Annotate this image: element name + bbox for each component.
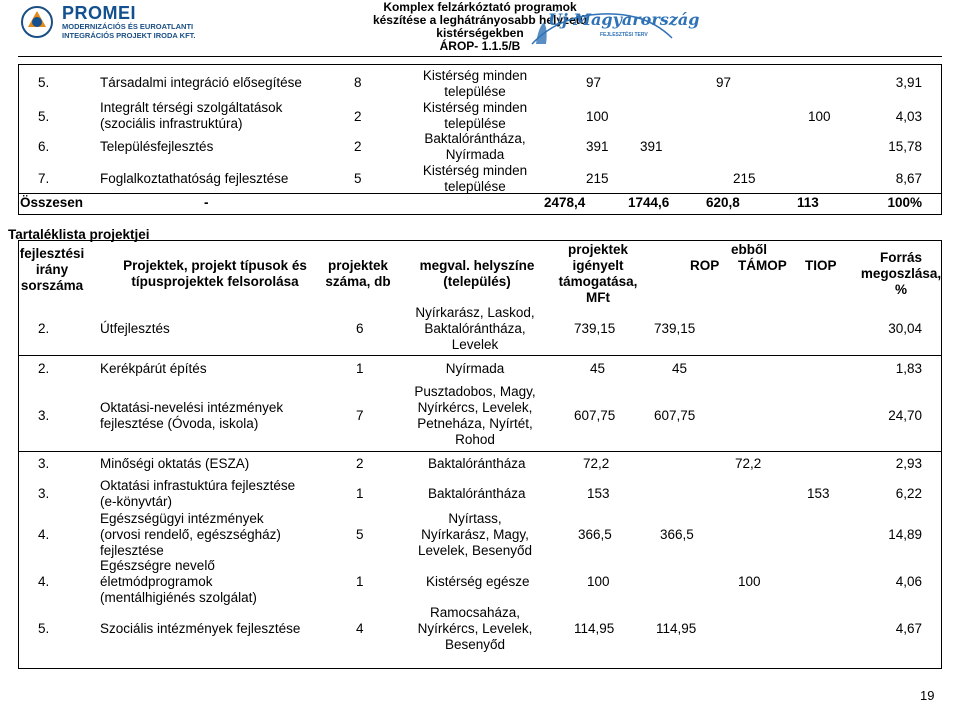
row-number: 5.	[38, 75, 50, 90]
row-number: 3.	[38, 408, 50, 423]
rop-value: 45	[672, 361, 688, 376]
column-header-rop: ROP	[690, 258, 720, 273]
project-location: települése	[444, 116, 506, 131]
share-percent: 4,06	[895, 574, 922, 589]
share-percent: 8,67	[895, 171, 922, 186]
row-number: 5.	[38, 621, 50, 636]
total-count: -	[204, 195, 209, 210]
project-count: 5	[354, 171, 362, 186]
total-support: 100	[587, 574, 610, 589]
header-line: kistérségekben	[436, 26, 524, 40]
project-location: Nyírtass,	[448, 511, 502, 526]
table-border	[18, 64, 942, 65]
total-support: 153	[587, 486, 610, 501]
project-location: Ramocsaháza,	[429, 605, 521, 620]
row-divider	[18, 451, 942, 452]
project-count: 5	[356, 527, 364, 542]
project-name: Útfejlesztés	[100, 321, 170, 336]
project-name: Oktatási infrastuktúra fejlesztése	[100, 478, 296, 493]
project-count: 6	[356, 321, 364, 336]
project-count: 2	[354, 109, 362, 124]
project-location: Baktalórántháza,	[424, 131, 526, 146]
table-border	[18, 214, 942, 215]
tiop-value: 100	[808, 109, 831, 124]
total-support: 97	[586, 75, 602, 90]
total-tiop: 113	[797, 195, 819, 210]
total-tamop: 620,8	[706, 195, 740, 210]
project-location: Besenyőd	[444, 637, 506, 652]
share-percent: 15,78	[888, 139, 922, 154]
header-line: ÁROP- 1.1.5/B	[439, 39, 521, 53]
rop-value: 97	[716, 75, 732, 90]
project-count: 1	[356, 361, 364, 376]
row-number: 6.	[38, 139, 50, 154]
tamop-value: 72,2	[735, 456, 762, 471]
total-support: 366,5	[578, 527, 612, 542]
share-percent: 3,91	[895, 75, 922, 90]
total-rop: 1744,6	[628, 195, 670, 210]
table-border	[18, 240, 942, 241]
total-support: 215	[586, 171, 609, 186]
project-name: életmódprogramok	[100, 574, 213, 589]
column-header-share: Forrás megoszlása, %	[860, 250, 942, 297]
project-location: Pusztadobos, Magy,	[414, 384, 536, 399]
rop-value: 366,5	[660, 527, 694, 542]
total-support: 391	[586, 139, 609, 154]
page-number: 19	[920, 688, 935, 703]
total-support: 100	[586, 109, 609, 124]
total-support: 45	[590, 361, 606, 376]
table-border	[18, 193, 942, 194]
rop-value: 391	[640, 139, 663, 154]
project-name: fejlesztése (Óvoda, iskola)	[100, 416, 259, 431]
column-header-location: megval. helyszíne (település)	[419, 258, 535, 289]
project-name: (e-könyvtár)	[100, 494, 173, 509]
share-percent: 14,89	[888, 527, 922, 542]
project-location: Kistérség minden	[422, 68, 528, 83]
total-support: 72,2	[583, 456, 610, 471]
share-percent: 2,93	[895, 456, 922, 471]
project-location: Levelek, Besenyőd	[417, 543, 533, 558]
tamop-value: 100	[738, 574, 761, 589]
project-location: Baktalórántháza	[428, 456, 526, 471]
share-percent: 4,67	[895, 621, 922, 636]
total-label: Összesen	[20, 195, 84, 210]
header-line: készítése a leghátrányosabb helyzetű	[372, 13, 588, 27]
header-divider	[18, 56, 942, 57]
row-number: 2.	[38, 321, 50, 336]
project-count: 4	[356, 621, 364, 636]
total-support: 114,95	[574, 621, 615, 636]
row-number: 2.	[38, 361, 50, 376]
row-divider	[18, 355, 942, 356]
share-percent: 4,03	[895, 109, 922, 124]
column-header-direction: fejlesztési irány sorszáma	[19, 246, 85, 293]
header-line: Komplex felzárkóztató programok	[383, 0, 577, 14]
project-location: települése	[444, 84, 506, 99]
section-title: Tartaléklista projektjei	[8, 227, 150, 242]
column-header-projects: Projektek, projekt típusok és típusprojektek felsorolása	[123, 258, 307, 289]
uj-magyarorszag-logo-subtitle: FEJLESZTÉSI TERV	[600, 32, 648, 38]
column-header-count: projektek száma, db	[325, 258, 391, 289]
project-name: Egészségre nevelő	[100, 558, 215, 573]
project-name: fejlesztése	[100, 543, 164, 558]
project-location: települése	[444, 179, 506, 194]
project-location: Nyírkércs, Levelek,	[417, 400, 533, 415]
share-percent: 24,70	[888, 408, 922, 423]
rop-value: 114,95	[656, 621, 697, 636]
promei-logo-subtitle: MODERNIZÁCIÓS ÉS EUROATLANTI	[62, 22, 194, 31]
project-location: Nyírkarász, Laskod,	[415, 305, 535, 320]
column-header-tiop: TIOP	[805, 258, 837, 273]
project-name: Oktatási-nevelési intézmények	[100, 400, 284, 415]
rop-value: 739,15	[654, 321, 696, 336]
project-name: (orvosi rendelő, egészségház)	[100, 527, 281, 542]
column-header-of-which: ebből	[731, 242, 767, 257]
project-name: Foglalkoztathatóság fejlesztése	[100, 171, 289, 186]
table-border	[18, 668, 942, 669]
total-support: 607,75	[574, 408, 616, 423]
project-count: 2	[354, 139, 362, 154]
project-name: Szociális intézmények fejlesztése	[100, 621, 301, 636]
row-number: 4.	[38, 574, 50, 589]
project-count: 2	[356, 456, 364, 471]
project-location: Nyírmada	[445, 147, 505, 162]
row-number: 5.	[38, 109, 50, 124]
project-location: Kistérség minden	[422, 100, 528, 115]
row-number: 3.	[38, 456, 50, 471]
tamop-value: 215	[733, 171, 756, 186]
project-name: Integrált térségi szolgáltatások	[100, 100, 283, 115]
project-location: Nyírkércs, Levelek,	[417, 621, 533, 636]
project-count: 1	[356, 574, 364, 589]
project-name: Társadalmi integráció elősegítése	[100, 75, 302, 90]
row-number: 4.	[38, 527, 50, 542]
share-percent: 30,04	[888, 321, 922, 336]
project-location: Baktalórántháza	[428, 486, 526, 501]
project-count: 7	[356, 408, 364, 423]
table-border	[941, 240, 942, 668]
project-name: (mentálhigiénés szolgálat)	[100, 590, 257, 605]
promei-logo-subtitle: INTEGRÁCIÓS PROJEKT IRODA KFT.	[62, 31, 196, 40]
rop-value: 607,75	[654, 408, 696, 423]
project-location: Kistérség egésze	[426, 574, 530, 589]
promei-logo-icon	[20, 5, 58, 39]
project-location: Kistérség minden	[422, 163, 528, 178]
project-location: Rohod	[455, 432, 495, 447]
project-name: Településfejlesztés	[100, 139, 214, 154]
project-location: Petneháza, Nyírtét,	[417, 416, 533, 431]
project-name: (szociális infrastruktúra)	[100, 116, 243, 131]
project-count: 1	[356, 486, 364, 501]
tiop-value: 153	[807, 486, 830, 501]
total-percent: 100%	[887, 195, 922, 210]
table-border	[941, 64, 942, 214]
column-header-tamop: TÁMOP	[738, 258, 787, 273]
project-name: Kerékpárút építés	[100, 361, 207, 376]
table-border	[18, 240, 19, 668]
project-location: Levelek	[451, 337, 499, 352]
table-border	[18, 64, 19, 214]
share-percent: 1,83	[895, 361, 922, 376]
project-count: 8	[354, 75, 362, 90]
total-support: 739,15	[574, 321, 616, 336]
row-number: 3.	[38, 486, 50, 501]
project-location: Baktalórántháza,	[424, 321, 526, 336]
project-location: Nyírmada	[445, 361, 505, 376]
project-location: Nyírkarász, Magy,	[421, 527, 529, 542]
row-number: 7.	[38, 171, 50, 186]
uj-magyarorszag-logo-text: Új Magyarország	[548, 10, 700, 29]
project-name: Egészségügyi intézmények	[100, 511, 264, 526]
column-header-total: projektek igényelt támogatása, MFt	[558, 242, 638, 305]
promei-logo-title: PROMEI	[62, 3, 137, 23]
project-name: Minőségi oktatás (ESZA)	[100, 456, 250, 471]
share-percent: 6,22	[895, 486, 922, 501]
total-support: 2478,4	[544, 195, 586, 210]
